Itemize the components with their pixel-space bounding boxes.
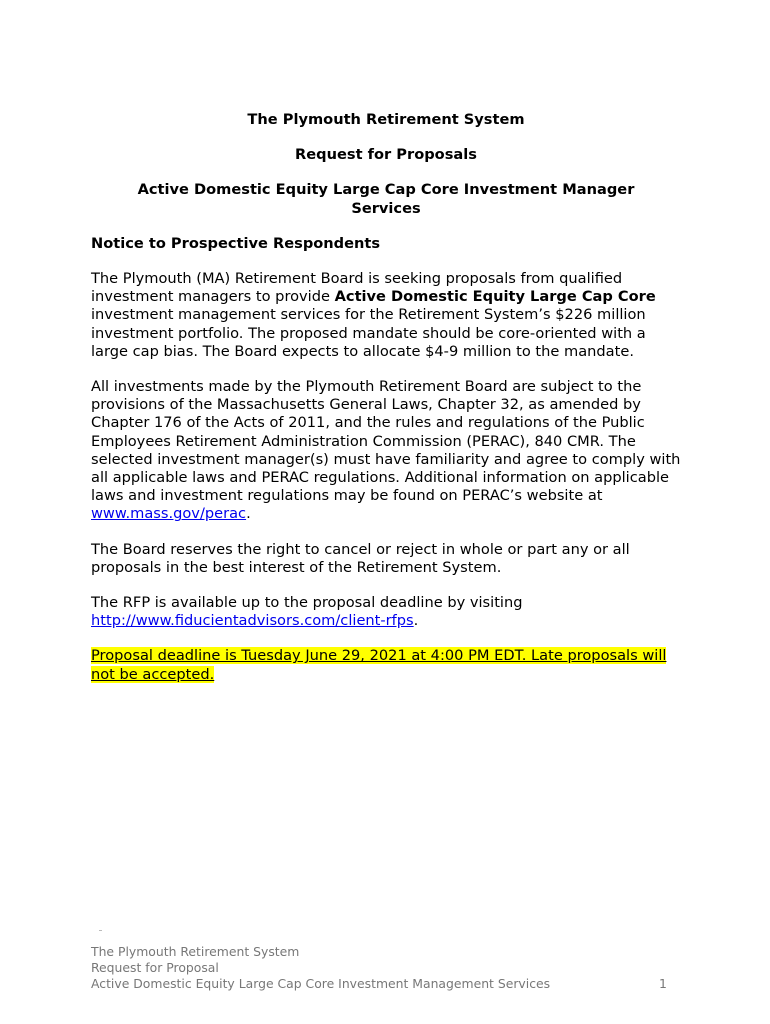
decorative-mark (99, 930, 102, 931)
page-footer (91, 944, 671, 992)
paragraph-rfp (91, 594, 681, 630)
document-title: The Plymouth Retirement System (247, 111, 525, 128)
paragraph-reserves: The Board reserves the right to cancel or reject in whole or part any or all proposals in the best interest of the Retirement System. (91, 540, 630, 576)
footer-line-system: The Plymouth Retirement System (91, 944, 300, 959)
footer-line-rfp: Request for Proposal (91, 960, 219, 975)
rfp-text: The RFP is available up to the proposal deadline by visiting (91, 594, 523, 612)
service-title: Active Domestic Equity Large Cap Core Investment Manager Services (137, 181, 635, 217)
perac-link[interactable]: www.mass.gov/perac (91, 505, 247, 523)
document-subtitle: Request for Proposals (295, 146, 477, 164)
regulations-end: . (246, 505, 251, 523)
paragraph-intro (91, 270, 681, 361)
deadline-notice: Proposal deadline is Tuesday June 29, 2021 at 4:00 PM EDT. Late proposals will not be accepted. (91, 647, 667, 683)
intro-text: The Plymouth (MA) Retirement Board is seeking proposals from qualified investment managers to provide (91, 270, 623, 306)
notice-heading: Notice to Prospective Respondents (91, 234, 381, 252)
page-number: 1 (659, 976, 667, 991)
footer-line-services: Active Domestic Equity Large Cap Core Investment Management Services (91, 976, 551, 991)
regulations-text: All investments made by the Plymouth Retirement Board are subject to the provisions of the Massachusetts General Laws, Chapter 32, as amended by Chapter 176 of the Acts of 2011, and the rules and regulations of the Public Employees Retirement Administration Commission (PERAC), 840 CMR. The selected investment manager(s) must have familiarity and agree to comply with all applicable laws and PERAC regulations. Additional information on applicable laws and investment regulations may be found on PERAC’s website at (91, 378, 681, 505)
paragraph-regulations (91, 378, 681, 524)
document-body (91, 111, 681, 701)
intro-bold-text: Active Domestic Equity Large Cap Core (334, 288, 656, 306)
paragraph-deadline (91, 647, 681, 683)
intro-text-cont: investment management services for the Retirement System’s $226 million investment portfolio. The proposed mandate should be core-oriented with a large cap bias. The Board expects to allocate $4-9 million to the mandate. (91, 306, 646, 360)
rfp-end: . (413, 612, 419, 630)
rfp-link[interactable]: http://www.fiducientadvisors.com/client-rfps (91, 612, 414, 630)
